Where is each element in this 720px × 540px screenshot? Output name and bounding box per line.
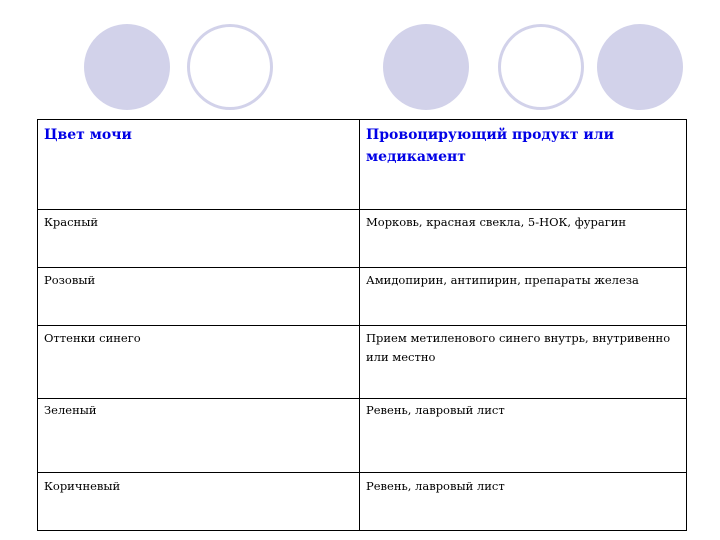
cell-color: Коричневый: [38, 473, 360, 531]
table-row: [38, 210, 687, 268]
table-header-row: [38, 120, 687, 210]
cell-product: Ревень, лавровый лист: [360, 473, 687, 531]
cell-color: Зеленый: [38, 399, 360, 473]
cell-color: Красный: [38, 210, 360, 268]
table-row: [38, 326, 687, 399]
cell-color: Розовый: [38, 268, 360, 326]
header-product: Провоцирующий продукт или медикамент: [360, 120, 687, 210]
cell-color: Оттенки синего: [38, 326, 360, 399]
decorative-circle-filled: [383, 24, 469, 110]
table-row: [38, 268, 687, 326]
decorative-circle-filled: [84, 24, 170, 110]
decorative-circle-filled: [597, 24, 683, 110]
decorative-circle-ring: [498, 24, 584, 110]
cell-product: Амидопирин, антипирин, препараты железа: [360, 268, 687, 326]
decorative-circle-ring: [187, 24, 273, 110]
table-row: [38, 399, 687, 473]
table-row: [38, 473, 687, 531]
header-color: Цвет мочи: [38, 120, 360, 210]
cell-product: Прием метиленового синего внутрь, внутривенно или местно: [360, 326, 687, 399]
urine-color-table: [37, 119, 687, 531]
cell-product: Ревень, лавровый лист: [360, 399, 687, 473]
cell-product: Морковь, красная свекла, 5-НОК, фурагин: [360, 210, 687, 268]
